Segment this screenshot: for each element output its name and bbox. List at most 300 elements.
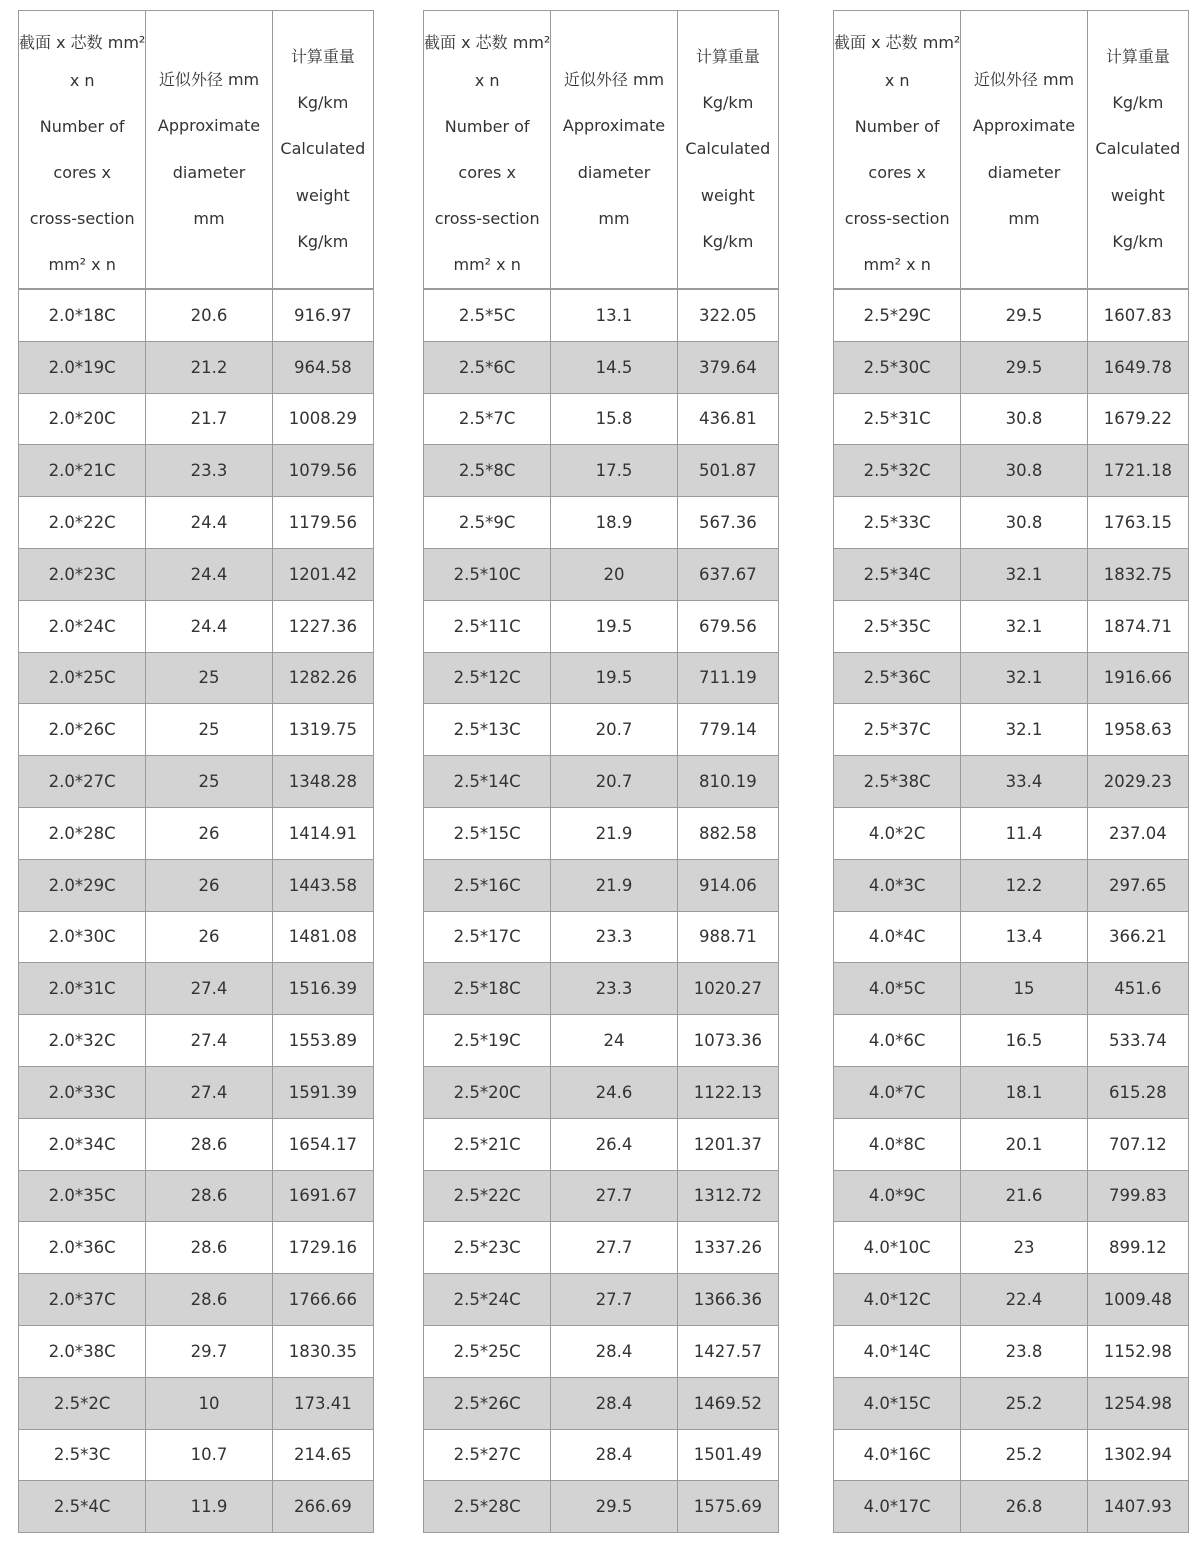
cell-diameter: 21.9: [551, 807, 677, 859]
table-row: [19, 1377, 374, 1429]
cell-cores-cross-section: 2.0*23C: [19, 548, 146, 600]
cell-weight: 810.19: [677, 756, 778, 808]
cell-cores-cross-section: 2.5*34C: [834, 548, 961, 600]
cell-weight: 1009.48: [1087, 1274, 1188, 1326]
cell-diameter: 32.1: [961, 548, 1087, 600]
cell-weight: 1649.78: [1087, 341, 1188, 393]
table-row: [19, 704, 374, 756]
cell-cores-cross-section: 2.5*12C: [424, 652, 551, 704]
cell-weight: 1766.66: [272, 1274, 373, 1326]
header-approximate-diameter: [146, 11, 272, 290]
table-row: [19, 393, 374, 445]
cell-cores-cross-section: 2.5*35C: [834, 600, 961, 652]
cell-diameter: 11.9: [146, 1481, 272, 1533]
cell-weight: 297.65: [1087, 859, 1188, 911]
table-row: [424, 859, 779, 911]
header-calculated-weight-line: Calculated: [280, 139, 366, 159]
table-row: [19, 1429, 374, 1481]
header-calculated-weight: [677, 11, 778, 290]
cell-diameter: 28.4: [551, 1429, 677, 1481]
cell-weight: 707.12: [1087, 1118, 1188, 1170]
cell-weight: 1516.39: [272, 963, 373, 1015]
cell-weight: 899.12: [1087, 1222, 1188, 1274]
cell-cores-cross-section: 2.0*20C: [19, 393, 146, 445]
cell-diameter: 29.7: [146, 1325, 272, 1377]
cell-weight: 1122.13: [677, 1066, 778, 1118]
cell-cores-cross-section: 2.5*22C: [424, 1170, 551, 1222]
cell-cores-cross-section: 4.0*2C: [834, 807, 961, 859]
table-row: [834, 445, 1189, 497]
cell-diameter: 16.5: [961, 1015, 1087, 1067]
table-row: [424, 393, 779, 445]
cell-weight: 1575.69: [677, 1481, 778, 1533]
table-row: [424, 1377, 779, 1429]
cell-cores-cross-section: 2.0*24C: [19, 600, 146, 652]
cell-cores-cross-section: 4.0*17C: [834, 1481, 961, 1533]
cell-cores-cross-section: 2.5*30C: [834, 341, 961, 393]
table-row: [424, 600, 779, 652]
table-row: [834, 497, 1189, 549]
header-cores-cross-section-line: Number of: [444, 117, 530, 136]
cell-diameter: 20: [551, 548, 677, 600]
table-row: [834, 393, 1189, 445]
header-cores-cross-section-line: cross-section: [844, 209, 950, 228]
cell-cores-cross-section: 2.0*38C: [19, 1325, 146, 1377]
cell-cores-cross-section: 2.0*18C: [19, 289, 146, 341]
table-row: [19, 289, 374, 341]
cell-weight: 1282.26: [272, 652, 373, 704]
cell-diameter: 19.5: [551, 600, 677, 652]
header-calculated-weight: [1087, 11, 1188, 290]
header-approximate-diameter-line: diameter: [172, 162, 246, 182]
table-row: [834, 1015, 1189, 1067]
cell-weight: 2029.23: [1087, 756, 1188, 808]
table-row: [424, 445, 779, 497]
cell-weight: 1302.94: [1087, 1429, 1188, 1481]
cell-diameter: 27.4: [146, 1015, 272, 1067]
table-row: [834, 1118, 1189, 1170]
header-calculated-weight-line: Calculated: [685, 139, 771, 159]
table-row: [834, 1222, 1189, 1274]
cell-weight: 1679.22: [1087, 393, 1188, 445]
cell-cores-cross-section: 2.5*23C: [424, 1222, 551, 1274]
table-row: [19, 652, 374, 704]
cell-diameter: 24.4: [146, 600, 272, 652]
cell-weight: 1079.56: [272, 445, 373, 497]
cell-diameter: 26: [146, 807, 272, 859]
cell-cores-cross-section: 2.5*31C: [834, 393, 961, 445]
table-row: [424, 1222, 779, 1274]
table-row: [424, 1274, 779, 1326]
cell-weight: 173.41: [272, 1377, 373, 1429]
cell-cores-cross-section: 2.5*3C: [19, 1429, 146, 1481]
table-row: [834, 600, 1189, 652]
cell-weight: 779.14: [677, 704, 778, 756]
header-approximate-diameter-line: 近似外径 mm: [158, 69, 260, 89]
table-row: [834, 652, 1189, 704]
header-approximate-diameter: [551, 11, 677, 290]
cell-weight: 1201.42: [272, 548, 373, 600]
header-cores-cross-section-line: Number of: [39, 117, 125, 136]
cell-cores-cross-section: 2.5*17C: [424, 911, 551, 963]
cell-weight: 1152.98: [1087, 1325, 1188, 1377]
cell-cores-cross-section: 2.0*19C: [19, 341, 146, 393]
header-approximate-diameter-line: 近似外径 mm: [563, 69, 665, 89]
cell-cores-cross-section: 2.5*29C: [834, 289, 961, 341]
table-row: [424, 756, 779, 808]
cell-diameter: 28.6: [146, 1118, 272, 1170]
cell-weight: 1254.98: [1087, 1377, 1188, 1429]
table-row: [424, 1481, 779, 1533]
cell-diameter: 28.6: [146, 1274, 272, 1326]
cell-diameter: 32.1: [961, 704, 1087, 756]
cell-weight: 799.83: [1087, 1170, 1188, 1222]
cell-weight: 964.58: [272, 341, 373, 393]
cell-diameter: 25.2: [961, 1377, 1087, 1429]
cell-diameter: 18.9: [551, 497, 677, 549]
header-approximate-diameter-line: diameter: [987, 162, 1061, 182]
header-calculated-weight-line: Kg/km: [1112, 231, 1164, 251]
cell-cores-cross-section: 2.5*7C: [424, 393, 551, 445]
cell-weight: 615.28: [1087, 1066, 1188, 1118]
header-approximate-diameter-line: mm: [1008, 208, 1040, 228]
cell-weight: 237.04: [1087, 807, 1188, 859]
cell-weight: 436.81: [677, 393, 778, 445]
header-cores-cross-section-line: mm² x n: [863, 255, 931, 274]
cell-weight: 1830.35: [272, 1325, 373, 1377]
cell-cores-cross-section: 2.5*2C: [19, 1377, 146, 1429]
cell-weight: 533.74: [1087, 1015, 1188, 1067]
header-cores-cross-section-line: x n: [69, 71, 95, 90]
cell-weight: 637.67: [677, 548, 778, 600]
cell-diameter: 29.5: [961, 341, 1087, 393]
cell-diameter: 27.7: [551, 1170, 677, 1222]
cell-cores-cross-section: 2.0*36C: [19, 1222, 146, 1274]
cell-weight: 322.05: [677, 289, 778, 341]
table-row: [19, 963, 374, 1015]
header-approximate-diameter-line: Approximate: [562, 116, 666, 136]
cell-diameter: 25.2: [961, 1429, 1087, 1481]
table-row: [19, 859, 374, 911]
cable-table-2: [423, 10, 779, 1533]
cell-weight: 1553.89: [272, 1015, 373, 1067]
cell-cores-cross-section: 2.5*33C: [834, 497, 961, 549]
cell-cores-cross-section: 2.5*8C: [424, 445, 551, 497]
header-cores-cross-section-line: cross-section: [434, 209, 540, 228]
header-cores-cross-section-line: Number of: [854, 117, 940, 136]
cell-cores-cross-section: 4.0*15C: [834, 1377, 961, 1429]
cell-weight: 501.87: [677, 445, 778, 497]
header-calculated-weight-line: Calculated: [1095, 139, 1181, 159]
cell-diameter: 24: [551, 1015, 677, 1067]
cell-cores-cross-section: 2.0*33C: [19, 1066, 146, 1118]
table-row: [834, 911, 1189, 963]
cell-diameter: 18.1: [961, 1066, 1087, 1118]
cell-diameter: 15: [961, 963, 1087, 1015]
cell-cores-cross-section: 4.0*12C: [834, 1274, 961, 1326]
table-row: [19, 807, 374, 859]
header-approximate-diameter-line: Approximate: [972, 116, 1076, 136]
table-row: [19, 600, 374, 652]
table-row: [834, 963, 1189, 1015]
cell-weight: 1319.75: [272, 704, 373, 756]
cell-weight: 988.71: [677, 911, 778, 963]
cell-cores-cross-section: 2.5*32C: [834, 445, 961, 497]
cell-cores-cross-section: 2.0*35C: [19, 1170, 146, 1222]
table-row: [834, 1274, 1189, 1326]
cell-weight: 379.64: [677, 341, 778, 393]
header-approximate-diameter-line: diameter: [577, 162, 651, 182]
cell-weight: 1008.29: [272, 393, 373, 445]
cell-diameter: 27.4: [146, 963, 272, 1015]
cell-cores-cross-section: 4.0*6C: [834, 1015, 961, 1067]
cell-diameter: 28.6: [146, 1222, 272, 1274]
header-calculated-weight-line: Kg/km: [297, 231, 349, 251]
cell-cores-cross-section: 2.5*5C: [424, 289, 551, 341]
cell-diameter: 30.8: [961, 445, 1087, 497]
cell-cores-cross-section: 2.5*21C: [424, 1118, 551, 1170]
cell-diameter: 23.3: [551, 963, 677, 1015]
cell-weight: 1654.17: [272, 1118, 373, 1170]
cell-diameter: 20.1: [961, 1118, 1087, 1170]
table-row: [424, 963, 779, 1015]
header-row: [424, 11, 779, 290]
header-row: [834, 11, 1189, 290]
table-row: [19, 1222, 374, 1274]
table-row: [424, 807, 779, 859]
header-cores-cross-section: [19, 11, 146, 290]
table-row: [424, 1118, 779, 1170]
cell-weight: 1691.67: [272, 1170, 373, 1222]
table-row: [424, 1015, 779, 1067]
table-row: [19, 1481, 374, 1533]
cell-cores-cross-section: 2.5*25C: [424, 1325, 551, 1377]
table-row: [19, 1066, 374, 1118]
cell-cores-cross-section: 2.5*24C: [424, 1274, 551, 1326]
header-calculated-weight-line: weight: [700, 185, 755, 205]
cell-weight: 1348.28: [272, 756, 373, 808]
cell-cores-cross-section: 2.0*32C: [19, 1015, 146, 1067]
cell-cores-cross-section: 2.5*18C: [424, 963, 551, 1015]
table-row: [834, 1066, 1189, 1118]
cell-cores-cross-section: 2.0*30C: [19, 911, 146, 963]
cell-diameter: 21.2: [146, 341, 272, 393]
table-row: [19, 756, 374, 808]
cell-diameter: 25: [146, 704, 272, 756]
cell-cores-cross-section: 2.0*25C: [19, 652, 146, 704]
header-approximate-diameter-line: Approximate: [157, 116, 261, 136]
cell-weight: 679.56: [677, 600, 778, 652]
cell-weight: 366.21: [1087, 911, 1188, 963]
cell-diameter: 26.4: [551, 1118, 677, 1170]
header-approximate-diameter-line: mm: [598, 208, 630, 228]
cell-weight: 1227.36: [272, 600, 373, 652]
table-row: [19, 445, 374, 497]
cell-weight: 1020.27: [677, 963, 778, 1015]
cell-cores-cross-section: 2.5*36C: [834, 652, 961, 704]
cell-diameter: 23.3: [146, 445, 272, 497]
cell-diameter: 13.1: [551, 289, 677, 341]
header-cores-cross-section-line: cores x: [458, 163, 516, 182]
cell-cores-cross-section: 4.0*7C: [834, 1066, 961, 1118]
cell-cores-cross-section: 2.5*9C: [424, 497, 551, 549]
header-calculated-weight-line: Kg/km: [702, 231, 754, 251]
cell-weight: 1591.39: [272, 1066, 373, 1118]
cell-weight: 914.06: [677, 859, 778, 911]
cable-table-1: [18, 10, 374, 1533]
cell-diameter: 19.5: [551, 652, 677, 704]
cell-diameter: 20.6: [146, 289, 272, 341]
cell-cores-cross-section: 2.5*6C: [424, 341, 551, 393]
header-approximate-diameter-line: mm: [193, 208, 225, 228]
cell-weight: 1179.56: [272, 497, 373, 549]
cell-cores-cross-section: 2.0*37C: [19, 1274, 146, 1326]
cell-cores-cross-section: 2.5*16C: [424, 859, 551, 911]
cell-weight: 1832.75: [1087, 548, 1188, 600]
cell-cores-cross-section: 2.5*10C: [424, 548, 551, 600]
cell-cores-cross-section: 2.0*26C: [19, 704, 146, 756]
header-cores-cross-section-line: cross-section: [29, 209, 135, 228]
cell-diameter: 17.5: [551, 445, 677, 497]
cell-weight: 1312.72: [677, 1170, 778, 1222]
table-row: [834, 1429, 1189, 1481]
cell-diameter: 33.4: [961, 756, 1087, 808]
cell-diameter: 26: [146, 859, 272, 911]
cell-diameter: 21.6: [961, 1170, 1087, 1222]
cell-weight: 1443.58: [272, 859, 373, 911]
header-cores-cross-section-line: x n: [474, 71, 500, 90]
cell-cores-cross-section: 4.0*9C: [834, 1170, 961, 1222]
cell-weight: 1916.66: [1087, 652, 1188, 704]
table-row: [424, 1066, 779, 1118]
cell-diameter: 24.4: [146, 548, 272, 600]
table-row: [424, 341, 779, 393]
cell-diameter: 20.7: [551, 756, 677, 808]
table-row: [424, 1325, 779, 1377]
cell-weight: 1366.36: [677, 1274, 778, 1326]
cell-diameter: 30.8: [961, 393, 1087, 445]
cell-diameter: 24.6: [551, 1066, 677, 1118]
cell-diameter: 22.4: [961, 1274, 1087, 1326]
cell-weight: 1721.18: [1087, 445, 1188, 497]
table-row: [424, 704, 779, 756]
cell-diameter: 29.5: [551, 1481, 677, 1533]
table-row: [19, 1015, 374, 1067]
header-calculated-weight-line: weight: [1110, 185, 1165, 205]
cell-cores-cross-section: 2.0*31C: [19, 963, 146, 1015]
cell-cores-cross-section: 2.5*15C: [424, 807, 551, 859]
cell-diameter: 28.6: [146, 1170, 272, 1222]
table-row: [834, 1481, 1189, 1533]
cell-cores-cross-section: 2.5*11C: [424, 600, 551, 652]
table-row: [19, 911, 374, 963]
cell-cores-cross-section: 2.5*20C: [424, 1066, 551, 1118]
cell-weight: 451.6: [1087, 963, 1188, 1015]
cell-weight: 1201.37: [677, 1118, 778, 1170]
cell-diameter: 24.4: [146, 497, 272, 549]
cell-cores-cross-section: 2.5*26C: [424, 1377, 551, 1429]
table-row: [424, 1170, 779, 1222]
cell-cores-cross-section: 4.0*8C: [834, 1118, 961, 1170]
table-row: [834, 807, 1189, 859]
cell-weight: 1763.15: [1087, 497, 1188, 549]
cell-cores-cross-section: 4.0*5C: [834, 963, 961, 1015]
cell-diameter: 25: [146, 756, 272, 808]
cell-diameter: 32.1: [961, 600, 1087, 652]
header-cores-cross-section: [424, 11, 551, 290]
table-row: [19, 1170, 374, 1222]
cell-cores-cross-section: 2.5*38C: [834, 756, 961, 808]
table-row: [424, 497, 779, 549]
cell-cores-cross-section: 2.0*22C: [19, 497, 146, 549]
cell-weight: 1607.83: [1087, 289, 1188, 341]
cell-diameter: 26: [146, 911, 272, 963]
cell-cores-cross-section: 2.5*27C: [424, 1429, 551, 1481]
cell-diameter: 11.4: [961, 807, 1087, 859]
cell-diameter: 32.1: [961, 652, 1087, 704]
cell-diameter: 12.2: [961, 859, 1087, 911]
cell-cores-cross-section: 2.0*21C: [19, 445, 146, 497]
cell-diameter: 26.8: [961, 1481, 1087, 1533]
cell-weight: 1414.91: [272, 807, 373, 859]
cell-diameter: 27.4: [146, 1066, 272, 1118]
header-cores-cross-section-line: mm² x n: [48, 255, 116, 274]
cell-diameter: 21.9: [551, 859, 677, 911]
table-row: [424, 548, 779, 600]
cell-weight: 1501.49: [677, 1429, 778, 1481]
cell-diameter: 27.7: [551, 1274, 677, 1326]
table-row: [424, 911, 779, 963]
table-row: [19, 1274, 374, 1326]
cable-table-3: [833, 10, 1189, 1533]
header-calculated-weight: [272, 11, 373, 290]
cell-diameter: 27.7: [551, 1222, 677, 1274]
cell-weight: 1729.16: [272, 1222, 373, 1274]
cell-weight: 1407.93: [1087, 1481, 1188, 1533]
cell-weight: 1874.71: [1087, 600, 1188, 652]
header-row: [19, 11, 374, 290]
cell-weight: 916.97: [272, 289, 373, 341]
header-calculated-weight-line: Kg/km: [297, 93, 349, 113]
cell-weight: 214.65: [272, 1429, 373, 1481]
cell-weight: 882.58: [677, 807, 778, 859]
cell-diameter: 15.8: [551, 393, 677, 445]
cell-weight: 1481.08: [272, 911, 373, 963]
header-calculated-weight-line: weight: [295, 185, 350, 205]
cell-cores-cross-section: 2.5*4C: [19, 1481, 146, 1533]
cell-diameter: 10: [146, 1377, 272, 1429]
cell-diameter: 29.5: [961, 289, 1087, 341]
table-row: [834, 289, 1189, 341]
cell-cores-cross-section: 4.0*14C: [834, 1325, 961, 1377]
table-row: [834, 704, 1189, 756]
cell-cores-cross-section: 2.0*34C: [19, 1118, 146, 1170]
cell-cores-cross-section: 2.5*19C: [424, 1015, 551, 1067]
cell-diameter: 20.7: [551, 704, 677, 756]
header-cores-cross-section-line: 截面 x 芯数 mm²: [834, 33, 961, 52]
cell-cores-cross-section: 2.0*29C: [19, 859, 146, 911]
cell-diameter: 23: [961, 1222, 1087, 1274]
table-row: [19, 497, 374, 549]
cell-diameter: 25: [146, 652, 272, 704]
header-cores-cross-section-line: 截面 x 芯数 mm²: [19, 33, 146, 52]
header-cores-cross-section-line: mm² x n: [453, 255, 521, 274]
cell-cores-cross-section: 4.0*3C: [834, 859, 961, 911]
cell-diameter: 21.7: [146, 393, 272, 445]
header-approximate-diameter: [961, 11, 1087, 290]
table-row: [834, 859, 1189, 911]
header-calculated-weight-line: 计算重量: [290, 46, 355, 66]
